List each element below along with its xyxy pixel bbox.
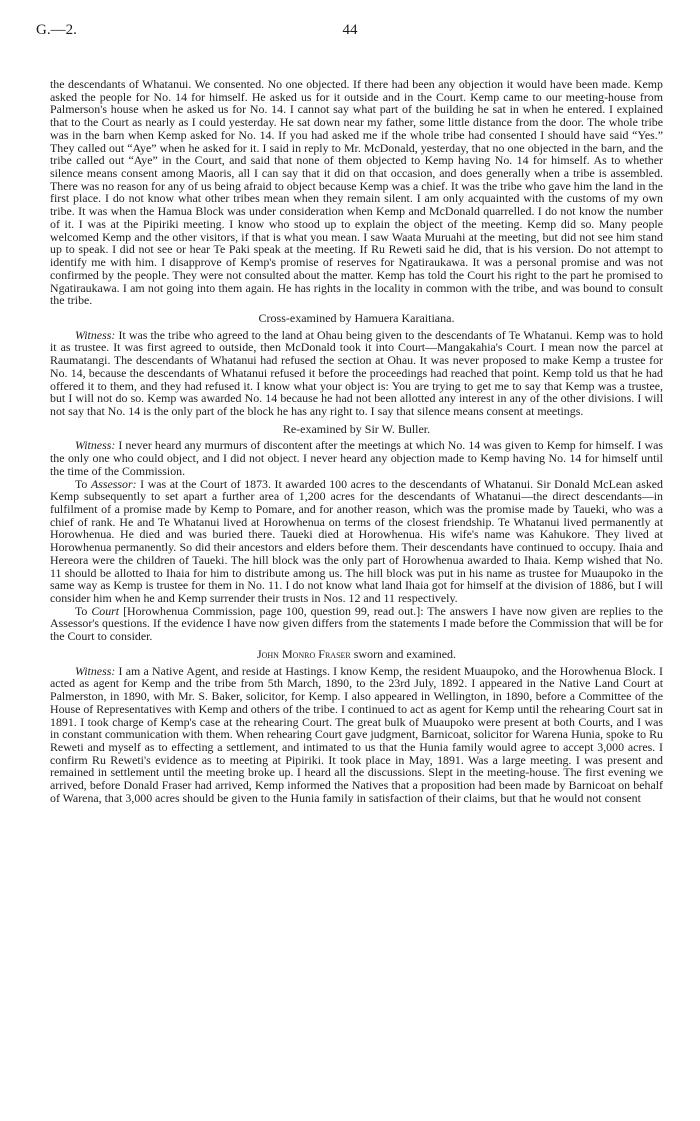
paragraph-text: [Horowhenua Commission, page 100, question 99, read out.]: The answers I have now given are replies to the Assessor's questions. If the evidence I have now given differs from the statements I made before the Commission that will be for the Court to consider.	[50, 603, 663, 644]
paragraph-prefix: To	[75, 476, 91, 491]
paragraph-re-examination	[50, 439, 663, 477]
paragraph-text: I was at the Court of 1873. It awarded 100 acres to the descendants of Whatanui. Sir Donald McLean asked Kemp subsequently to set apart a further area of 1,200 acres for the descendants of Whatanui—the direct descendants—in fulfilment of a promise made by Kemp to Pomare, and for another reason, which was the promise made by Taueki, who was a chief of rank. He and Te Whatanui lived at Horowhenua on terms of the closest friendship. Te Whatanui lived permanently at Horowhenua. He died and was buried there. Taueki died at Horowhenua. His wife's name was Kahukore. They lived at Horowhenua permanently. So did their ancestors and elders before them. Their descendants have continued to occupy. Ihaia and Hereora were the children of Taueki. The hill block was the only part of Horowhenua awarded to Ihaia. Kemp wished that No. 11 should be allotted to Ihaia for him to distribute among us. The hill block was put in his name as trustee for Muaupoko in the same way as Kemp is trustee for them in No. 11. I do not know what land Ihaia got for himself at the division of 1886, but I will consider him when he and Kemp surrender their trusts in Nos. 12 and 11 respectively.	[50, 476, 663, 606]
speaker-label: Assessor:	[90, 476, 137, 491]
document-body	[50, 78, 663, 805]
speaker-label: Court	[91, 603, 120, 618]
heading-re-examination: Re-examined by Sir W. Buller.	[282, 421, 431, 436]
document-reference: G.—2.	[36, 22, 77, 38]
paragraph-to-court	[50, 605, 663, 643]
paragraph-fraser-testimony	[50, 665, 663, 805]
paragraph-text: I am a Native Agent, and reside at Hastings. I know Kemp, the resident Muaupoko, and the Horowhenua Block. I acted as agent for Kemp and the tribe from 5th March, 1890, to the 23rd July, 1892. I appeared in the Native Land Court at Palmerston, in 1890, with Mr. S. Baker, solicitor, for Kemp. I also appeared in Wellington, in 1890, before a Committee of the House of Representatives with Kemp and others of the tribe. I continued to act as agent for Kemp until the rehearing Court sat in 1891. I took charge of Kemp's case at the rehearing Court. The great bulk of Muaupoko were present at both Courts, and I was in constant communication with them. When rehearing Court gave judgment, Barnicoat, solicitor for Warena Hunia, spoke to Ru Reweti and myself as to effecting a settlement, and intimated to us that the Hunia family would agree to accept 3,000 acres. I confirm Ru Reweti's evidence as to meeting at Pipiriki. It took place in May, 1891. Was a large meeting. I was present and remained in settlement until the meeting broke up. I heard all the discussions. Slept in the meeting-house. The first evening we arrived, before Donald Fraser had arrived, Kemp informed the Natives that a proposition had been made by Barnicoat on behalf of Warena, that 3,000 acres should be given to the Hunia family in satisfaction of their claims, but that he would not consent	[50, 663, 663, 805]
paragraph-prefix: To	[75, 603, 92, 618]
speaker-label: Witness:	[75, 438, 116, 453]
page-header	[36, 22, 664, 42]
paragraph-text: It was the tribe who agreed to the land at Ohau being given to the descendants of Te Whatanui. Kemp was to hold it as trustee. It was first agreed to outside, then McDonald took it into Court—Mangakahia's Court. I mean now the parcel at Raumatangi. The descendants of Whatanui had refused the section at Ohau. It was never proposed to make Kemp a trustee for No. 14, because the descendants of Whatanui refused it before the proceedings had reached that point. Kemp told us that he had offered it to them, and they had refused it. I know what your object is: You are trying to get me to say that Kemp was a trustee, but I will not do so. Kemp was awarded No. 14 because he had not been allotted any interest in any of the other divisions. I will not say that No. 14 is the only part of the block he has any right to. I say that silence means consent at meetings.	[50, 327, 663, 418]
paragraph-text: I never heard any murmurs of discontent after the meetings at which No. 14 was given to Kemp for himself. I was the only one who could object, and I did not object. I never heard any objection made to Kemp having No. 14 for himself until the time of the Commission.	[50, 438, 663, 478]
paragraph-to-assessor	[50, 478, 663, 605]
speaker-label: Witness:	[75, 663, 116, 678]
heading-witness-sworn	[50, 648, 663, 661]
heading-text: sworn and examined.	[350, 646, 457, 661]
paragraph-testimony-continued: the descendants of Whatanui. We consented. No one objected. If there had been any objection it would have been made. Kemp asked the people for No. 14 for himself. He asked us for it outside and in the Court. Kemp came to our meeting-house from Palmerson's house when he asked us for No. 14. I cannot say what part of the building he sat in when he entered. I explained that to the Court as nearly as I could yesterday. He sat down near my father, some little distance from the door. The whole tribe was in the barn when Kemp asked for No. 14. If you had asked me if the whole tribe had consented I should have said “Yes.” They called out “Aye” when he asked for it. I said in reply to Mr. McDonald, yesterday, that no one objected in the barn, and the tribe called out “Aye” in the Court, and said that none of them objected to Kemp having No. 14 for himself. As to whether silence means consent among Maoris, all I can say that it did on that occasion, and does generally when a tribe is assembled. There was no reason for any of us being afraid to object because Kemp was a chief. It was the tribe who gave him the land in the first place. I do not know what other tribes mean when they remain silent. I am only acquainted with the customs of my own tribe. It was when the Hamua Block was under consideration when Kemp and McDonald quarrelled. I do not know the number of it. I was at the Pipiriki meeting. I know who stood up to explain the object of the meeting. Kemp did so. Many people welcomed Kemp and the other visitors, if that is what you mean. I saw Waata Muruahi at the meeting, but did not see him stand up to speak. I did not see or hear Te Paki speak at the meeting. If Ru Reweti said he did, that is his version. Do not attempt to identify me with him. I disapprove of Kemp's promise of reserves for Ngatiraukawa. It was a personal promise and was not confirmed by the people. They were not consulted about the matter. Kemp has told the Court his right to the part he promised to Ngatiraukawa. I am not going into them again. He has rights in the locality in common with the tribe, and was bound to consult the tribe.	[50, 77, 663, 308]
witness-name: John Monro Fraser	[256, 646, 351, 661]
speaker-label: Witness:	[75, 327, 116, 342]
heading-cross-examination: Cross-examined by Hamuera Karaitiana.	[258, 310, 455, 325]
page-number: 44	[342, 22, 358, 38]
paragraph-cross-examination	[50, 329, 663, 418]
